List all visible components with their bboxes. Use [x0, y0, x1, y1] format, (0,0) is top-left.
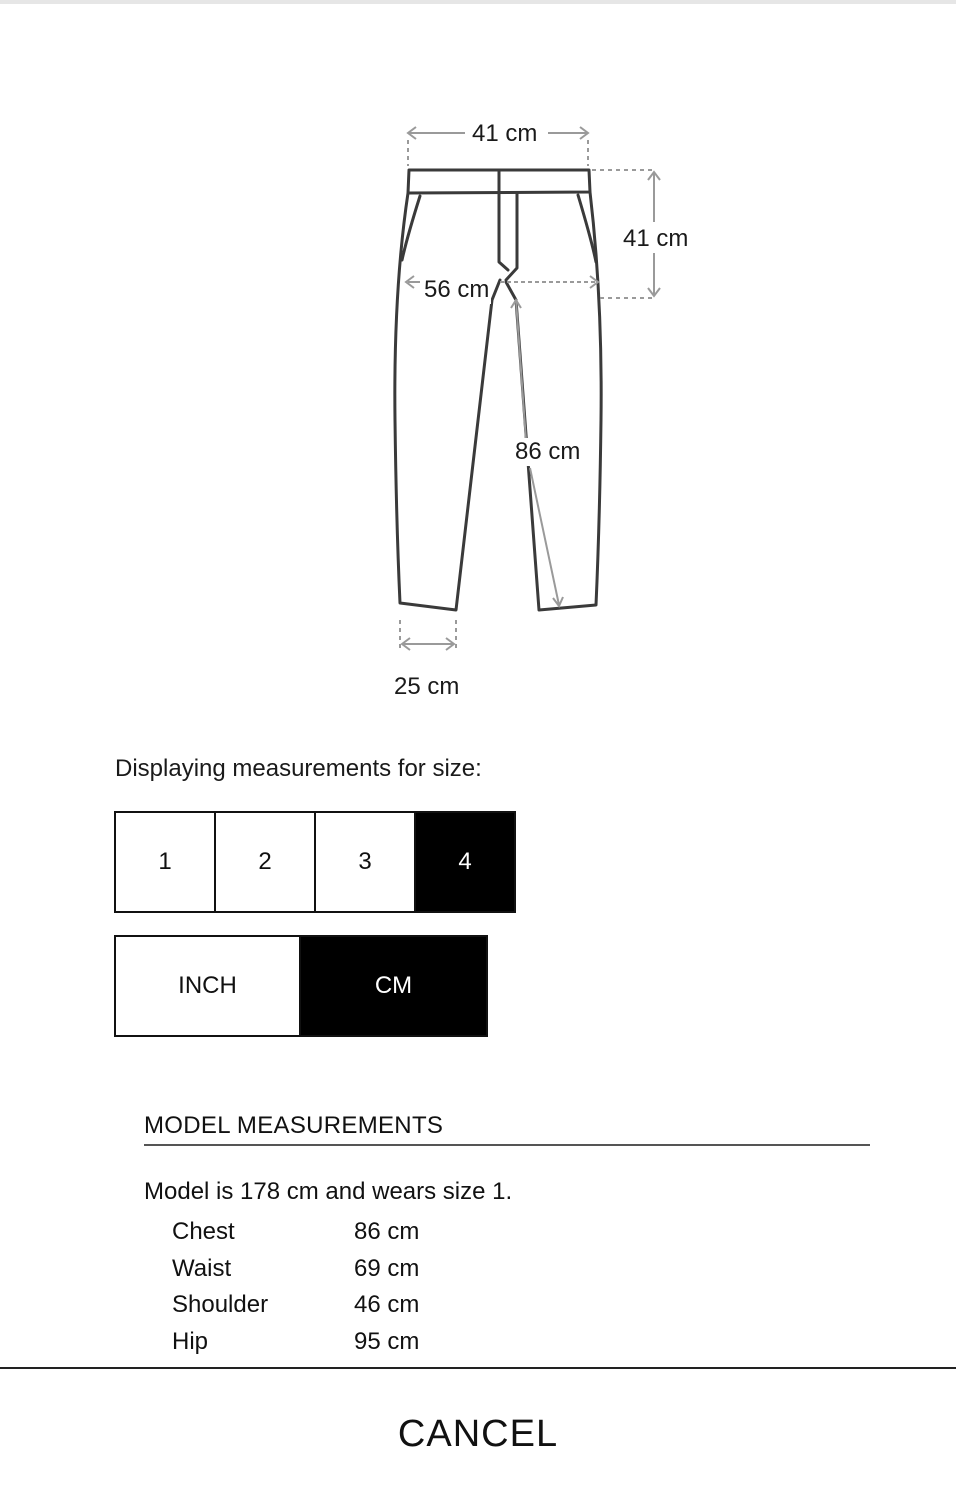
size-option-3[interactable]: 3 — [316, 813, 416, 911]
size-option-1[interactable]: 1 — [116, 813, 216, 911]
inseam-label: 86 cm — [515, 438, 581, 465]
left-leg-outline — [395, 193, 500, 610]
model-row-label: Chest — [172, 1218, 235, 1246]
pants-outline-drawing — [0, 0, 956, 720]
fly-outline — [499, 193, 508, 270]
bottom-action-bar — [0, 1367, 956, 1502]
unit-cm-button[interactable]: CM — [301, 937, 486, 1035]
unit-selector — [114, 935, 488, 1037]
right-leg-outline — [506, 192, 601, 610]
model-row-value: 46 cm — [354, 1291, 420, 1319]
cancel-button[interactable]: CANCEL — [397, 1413, 559, 1455]
size-selector-heading: Displaying measurements for size: — [115, 755, 482, 782]
unit-inch-button[interactable]: INCH — [116, 937, 301, 1035]
model-row-value: 86 cm — [354, 1218, 420, 1246]
model-summary: Model is 178 cm and wears size 1. — [144, 1178, 513, 1205]
size-option-2[interactable]: 2 — [216, 813, 316, 911]
hip-width-label: 56 cm — [424, 276, 490, 303]
model-row-shoulder — [172, 1287, 504, 1324]
model-measurements-heading: MODEL MEASUREMENTS — [144, 1112, 870, 1146]
model-row-value: 69 cm — [354, 1254, 420, 1282]
pants-size-diagram — [0, 0, 956, 720]
model-row-label: Shoulder — [172, 1291, 269, 1319]
model-row-chest — [172, 1214, 504, 1251]
size-option-4[interactable]: 4 — [416, 813, 514, 911]
model-row-waist — [172, 1251, 504, 1288]
rise-label: 41 cm — [623, 225, 689, 252]
model-row-hip — [172, 1324, 504, 1361]
model-row-label: Waist — [172, 1254, 232, 1282]
waist-width-label: 41 cm — [472, 120, 538, 147]
model-measurements-table — [172, 1214, 504, 1360]
size-selector — [114, 811, 516, 913]
model-row-value: 95 cm — [354, 1327, 420, 1355]
leg-opening-label: 25 cm — [394, 673, 460, 700]
model-row-label: Hip — [172, 1327, 209, 1355]
